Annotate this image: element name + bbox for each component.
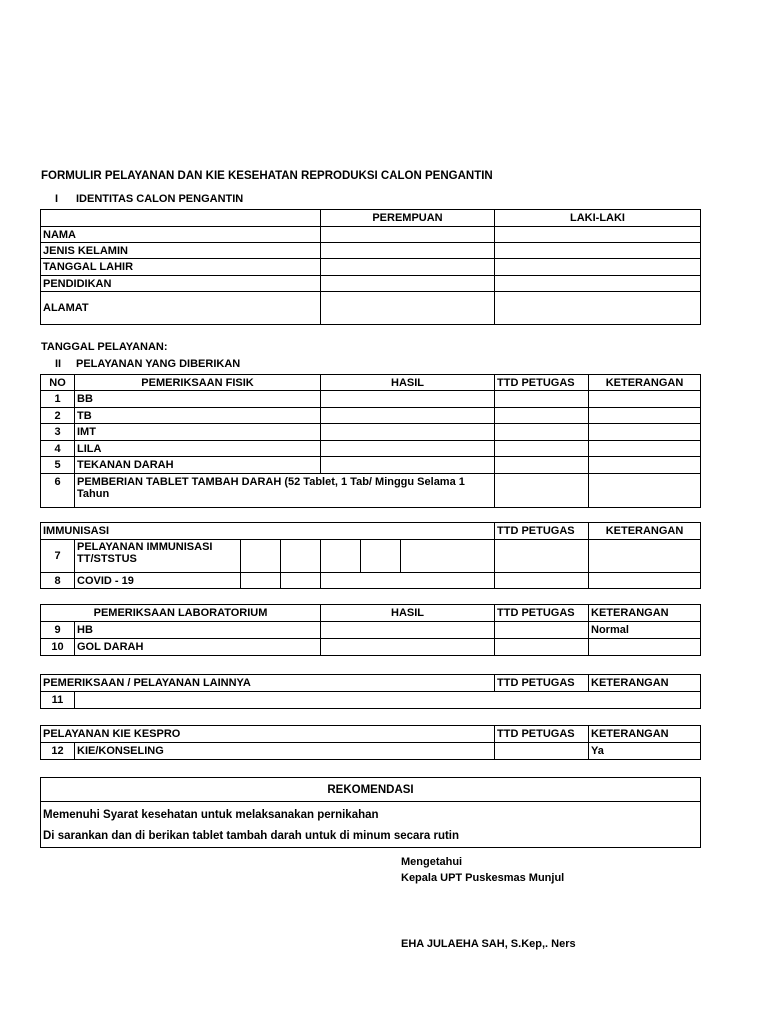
row-no: 11 xyxy=(41,692,75,709)
row-no: 6 xyxy=(41,474,75,508)
tb-keterangan-field[interactable] xyxy=(589,408,701,424)
rekomendasi-line: Di sarankan dan di berikan tablet tambah darah untuk di minum secara rutin xyxy=(43,830,460,842)
immunisasi-cell[interactable] xyxy=(361,540,401,573)
lila-hasil-field[interactable] xyxy=(321,441,495,457)
hb-hasil-field[interactable] xyxy=(321,622,495,639)
row-label-tanggal-lahir: TANGGAL LAHIR xyxy=(41,259,321,276)
tb-hasil-field[interactable] xyxy=(321,408,495,424)
imt-ttd-field[interactable] xyxy=(495,424,589,441)
pendidikan-perempuan-field[interactable] xyxy=(321,276,495,292)
header-ttd-petugas: TTD PETUGAS xyxy=(495,375,589,391)
header-pemeriksaan-laboratorium: PEMERIKSAAN LABORATORIUM xyxy=(41,605,321,622)
row-label-nama: NAMA xyxy=(41,227,321,243)
immunisasi-keterangan-field[interactable] xyxy=(589,540,701,573)
lila-ttd-field[interactable] xyxy=(495,441,589,457)
alamat-perempuan-field[interactable] xyxy=(321,292,495,325)
section1-title: IDENTITAS CALON PENGANTIN xyxy=(76,193,244,205)
covid-cell[interactable] xyxy=(281,573,321,589)
bb-keterangan-field[interactable] xyxy=(589,391,701,408)
imt-hasil-field[interactable] xyxy=(321,424,495,441)
row-no: 8 xyxy=(41,573,75,589)
row-item-tb: TB xyxy=(75,408,321,424)
kie-ttd-header: TTD PETUGAS xyxy=(495,726,589,743)
immunisasi-header: IMMUNISASI xyxy=(41,523,495,540)
laboratorium-table xyxy=(40,604,701,656)
immunisasi-cell[interactable] xyxy=(401,540,495,573)
immunisasi-cell[interactable] xyxy=(241,540,281,573)
immunisasi-cell[interactable] xyxy=(321,540,361,573)
immunisasi-ttd-header: TTD PETUGAS xyxy=(495,523,589,540)
identity-header-blank xyxy=(41,210,321,227)
immunisasi-table xyxy=(40,522,701,589)
signature-label-kepala: Kepala UPT Puskesmas Munjul xyxy=(401,872,565,884)
row-item-covid: COVID - 19 xyxy=(75,573,241,589)
row-no: 2 xyxy=(41,408,75,424)
row-no: 12 xyxy=(41,743,75,760)
lainnya-table xyxy=(40,674,701,709)
row-label-alamat: ALAMAT xyxy=(41,292,321,325)
row-no: 9 xyxy=(41,622,75,639)
row-no: 3 xyxy=(41,424,75,441)
kie-header: PELAYANAN KIE KESPRO xyxy=(41,726,495,743)
rekomendasi-table xyxy=(40,777,701,848)
covid-ttd-field[interactable] xyxy=(495,573,589,589)
tb-ttd-field[interactable] xyxy=(495,408,589,424)
tekanan-darah-keterangan-field[interactable] xyxy=(589,457,701,474)
tanggal-lahir-perempuan-field[interactable] xyxy=(321,259,495,276)
section2-number: II xyxy=(55,358,62,370)
header-keterangan: KETERANGAN xyxy=(589,375,701,391)
header-no: NO xyxy=(41,375,75,391)
pelayanan-table xyxy=(40,374,701,508)
jenis-kelamin-laki-field[interactable] xyxy=(495,243,701,259)
row-no: 7 xyxy=(41,540,75,573)
pendidikan-laki-field[interactable] xyxy=(495,276,701,292)
row-item-pelayanan-immunisasi: PELAYANAN IMMUNISASI TT/STSTUS xyxy=(75,540,241,573)
tekanan-darah-hasil-field[interactable] xyxy=(321,457,495,474)
section1-number: I xyxy=(55,193,59,205)
jenis-kelamin-perempuan-field[interactable] xyxy=(321,243,495,259)
row-no: 1 xyxy=(41,391,75,408)
gol-darah-hasil-field[interactable] xyxy=(321,639,495,656)
form-title: FORMULIR PELAYANAN DAN KIE KESEHATAN REPRODUKSI CALON PENGANTIN xyxy=(41,170,493,182)
immunisasi-keterangan-header: KETERANGAN xyxy=(589,523,701,540)
row-label-pendidikan: PENDIDIKAN xyxy=(41,276,321,292)
lainnya-keterangan-header: KETERANGAN xyxy=(589,675,701,692)
nama-laki-field[interactable] xyxy=(495,227,701,243)
header-laki-laki: LAKI-LAKI xyxy=(495,210,701,227)
tanggal-pelayanan-label: TANGGAL PELAYANAN: xyxy=(41,341,168,353)
lab-header-hasil: HASIL xyxy=(321,605,495,622)
kie-ttd-field[interactable] xyxy=(495,743,589,760)
row-item-tekanan-darah: TEKANAN DARAH xyxy=(75,457,321,474)
lainnya-ttd-header: TTD PETUGAS xyxy=(495,675,589,692)
kie-table xyxy=(40,725,701,760)
immunisasi-cell[interactable] xyxy=(281,540,321,573)
kie-keterangan-header: KETERANGAN xyxy=(589,726,701,743)
section2-title: PELAYANAN YANG DIBERIKAN xyxy=(76,358,241,370)
hb-ttd-field[interactable] xyxy=(495,622,589,639)
tablet-ttd-field[interactable] xyxy=(495,474,589,508)
kie-keterangan-value[interactable]: Ya xyxy=(589,743,701,760)
rekomendasi-line: Memenuhi Syarat kesehatan untuk melaksanakan pernikahan xyxy=(43,809,379,821)
header-perempuan: PEREMPUAN xyxy=(321,210,495,227)
lainnya-field[interactable] xyxy=(75,692,701,709)
identity-table xyxy=(40,209,701,325)
bb-hasil-field[interactable] xyxy=(321,391,495,408)
rekomendasi-body xyxy=(41,802,701,848)
gol-darah-ttd-field[interactable] xyxy=(495,639,589,656)
row-no: 4 xyxy=(41,441,75,457)
tablet-keterangan-field[interactable] xyxy=(589,474,701,508)
lainnya-header: PEMERIKSAAN / PELAYANAN LAINNYA xyxy=(41,675,495,692)
lab-header-ttd: TTD PETUGAS xyxy=(495,605,589,622)
row-item-tablet-tambah-darah: PEMBERIAN TABLET TAMBAH DARAH (52 Tablet, 1 Tab/ Minggu Selama 1 Tahun xyxy=(75,474,495,508)
immunisasi-ttd-field[interactable] xyxy=(495,540,589,573)
alamat-laki-field[interactable] xyxy=(495,292,701,325)
row-label-jenis-kelamin: JENIS KELAMIN xyxy=(41,243,321,259)
row-item-hb: HB xyxy=(75,622,321,639)
covid-cell[interactable] xyxy=(321,573,495,589)
tanggal-lahir-laki-field[interactable] xyxy=(495,259,701,276)
covid-cell[interactable] xyxy=(241,573,281,589)
row-no: 5 xyxy=(41,457,75,474)
bb-ttd-field[interactable] xyxy=(495,391,589,408)
rekomendasi-title: REKOMENDASI xyxy=(41,778,701,802)
row-item-lila: LILA xyxy=(75,441,321,457)
signature-label-mengetahui: Mengetahui xyxy=(401,856,463,868)
row-item-kie-konseling: KIE/KONSELING xyxy=(75,743,495,760)
row-no: 10 xyxy=(41,639,75,656)
covid-keterangan-field[interactable] xyxy=(589,573,701,589)
gol-darah-keterangan-field[interactable] xyxy=(589,639,701,656)
tekanan-darah-ttd-field[interactable] xyxy=(495,457,589,474)
row-item-imt: IMT xyxy=(75,424,321,441)
row-item-bb: BB xyxy=(75,391,321,408)
signature-name: EHA JULAEHA SAH, S.Kep,. Ners xyxy=(401,938,576,950)
lab-header-keterangan: KETERANGAN xyxy=(589,605,701,622)
imt-keterangan-field[interactable] xyxy=(589,424,701,441)
lila-keterangan-field[interactable] xyxy=(589,441,701,457)
header-pemeriksaan-fisik: PEMERIKSAAN FISIK xyxy=(75,375,321,391)
hb-keterangan-value[interactable]: Normal xyxy=(589,622,701,639)
row-item-gol-darah: GOL DARAH xyxy=(75,639,321,656)
nama-perempuan-field[interactable] xyxy=(321,227,495,243)
header-hasil: HASIL xyxy=(321,375,495,391)
